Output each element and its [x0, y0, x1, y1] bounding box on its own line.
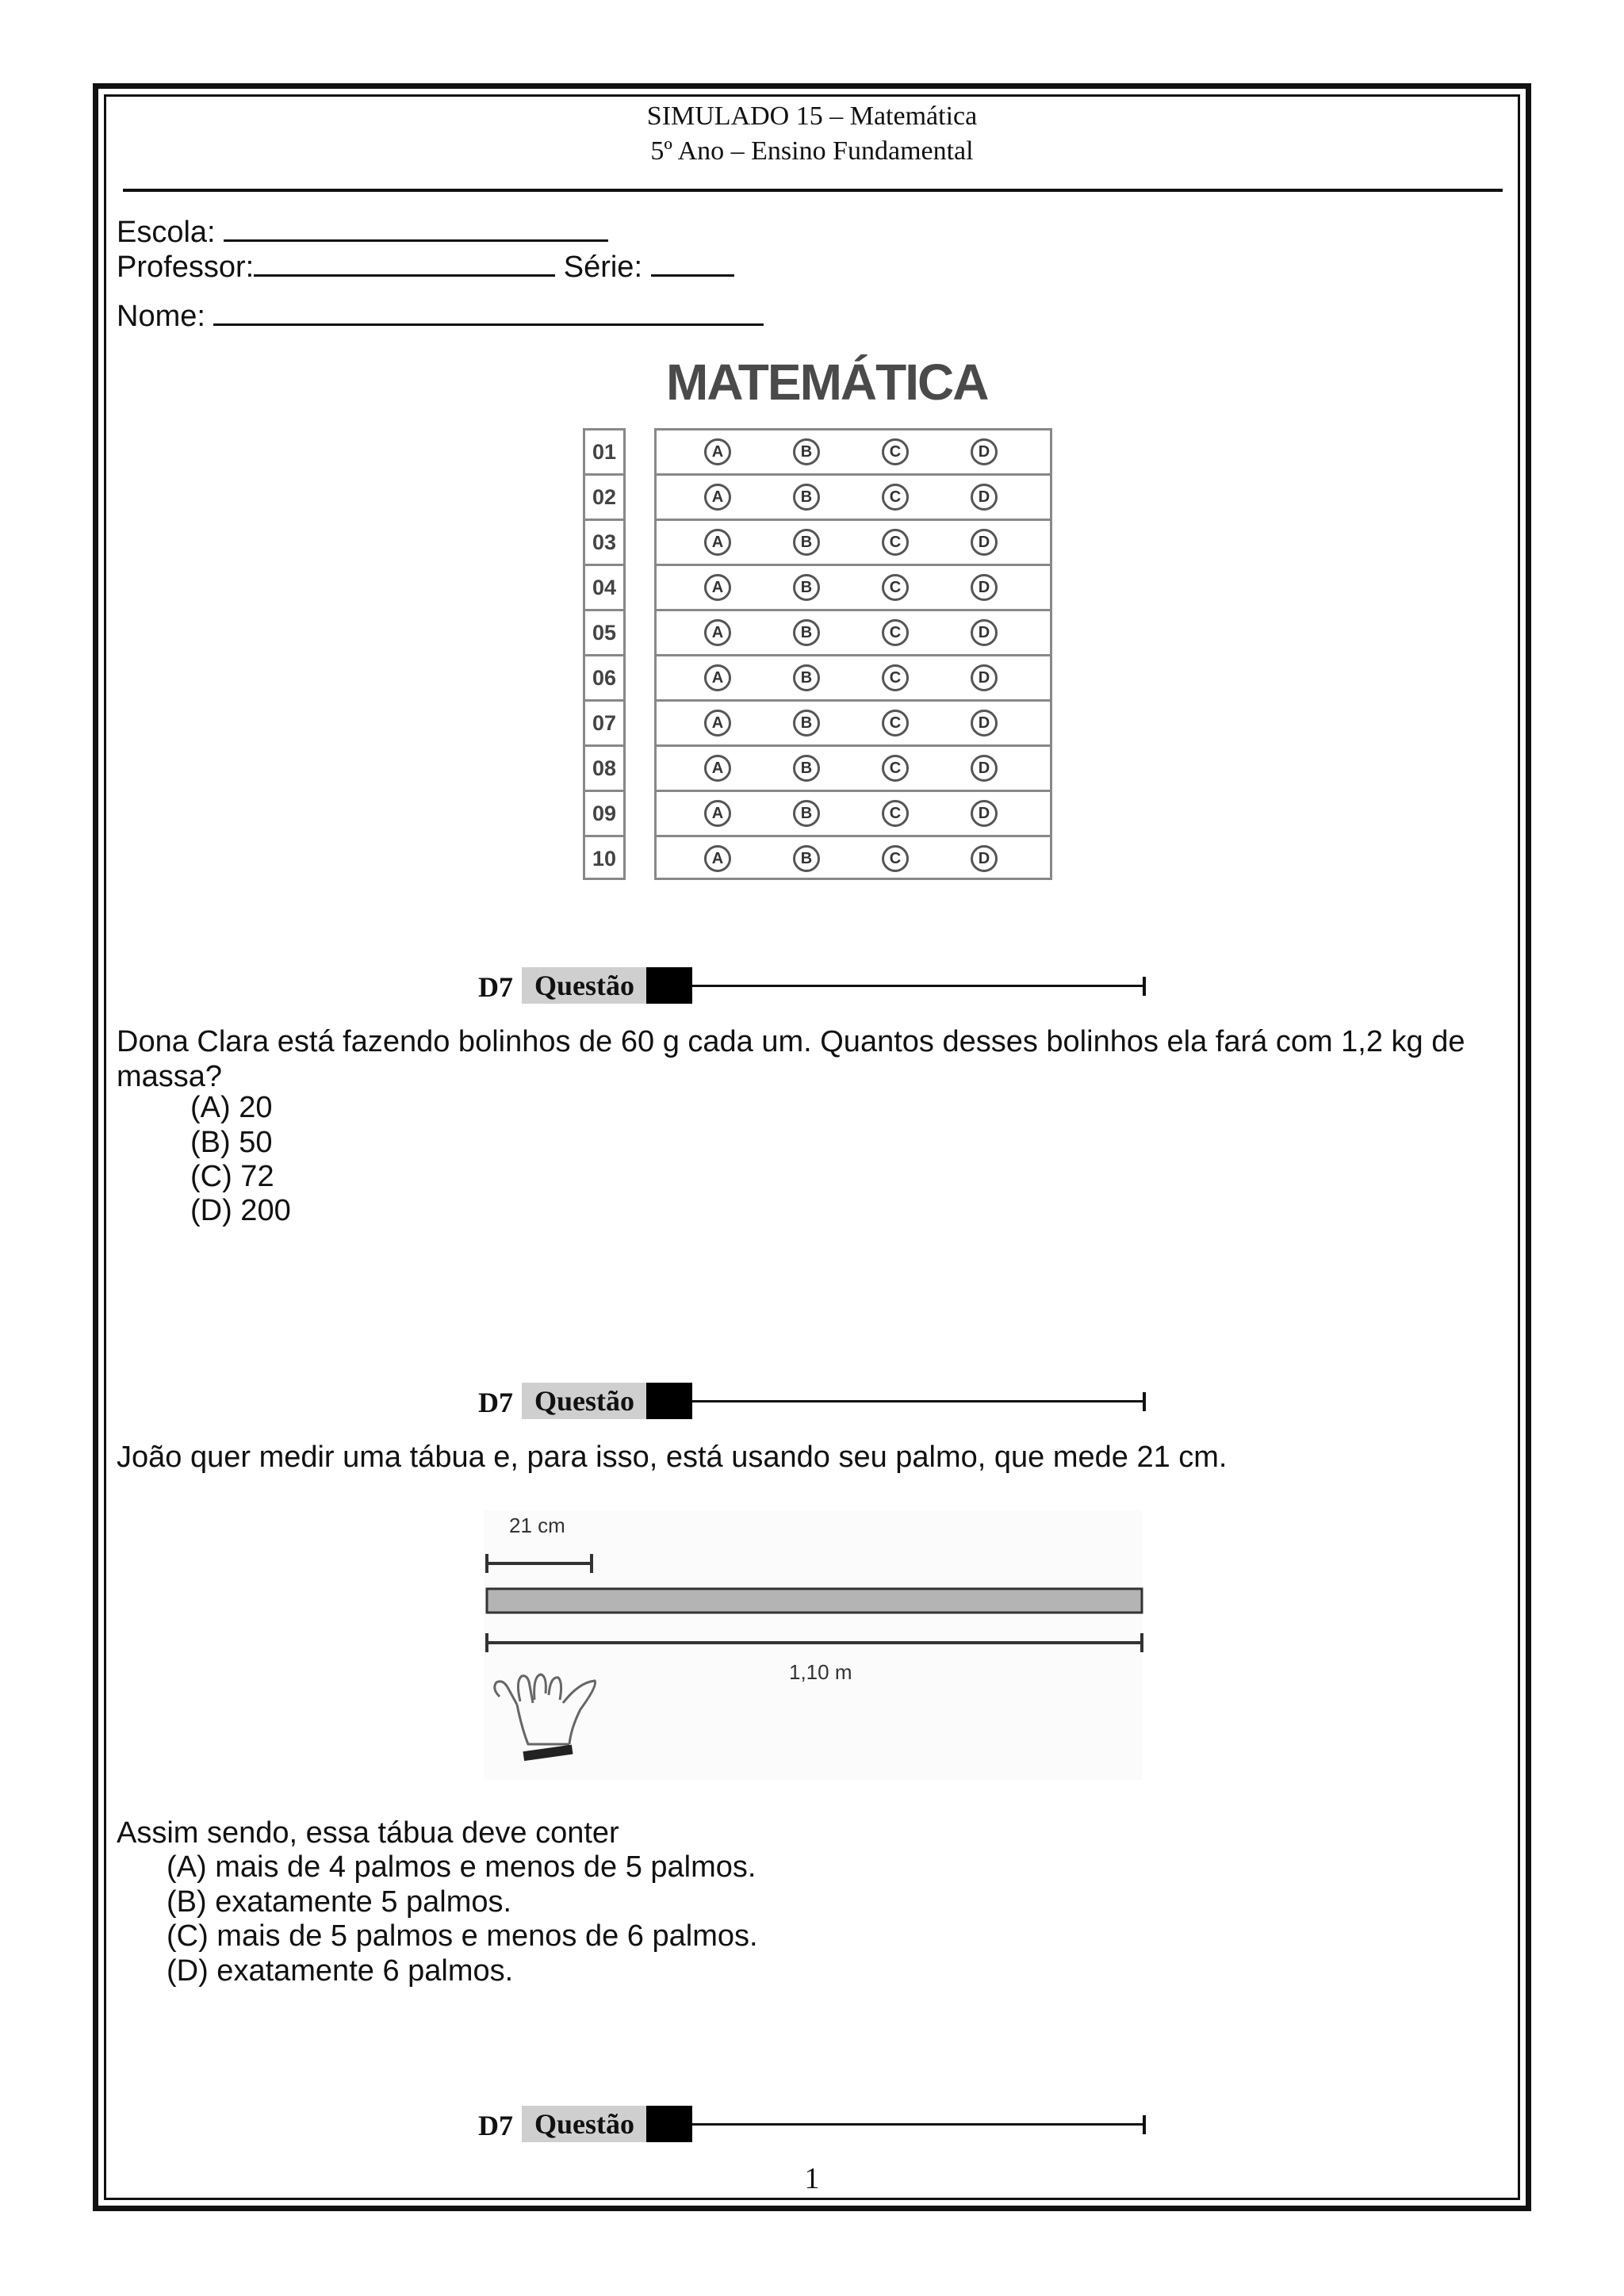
answer-bubble-a[interactable]: A: [704, 845, 731, 872]
answer-bubble-a[interactable]: A: [704, 710, 731, 737]
answer-bubble-a[interactable]: A: [704, 664, 731, 691]
answer-bubble-b[interactable]: B: [793, 484, 820, 511]
question-1-option-b[interactable]: (B) 50: [190, 1126, 273, 1159]
question-rule: [692, 985, 1144, 987]
answer-row-number: 04: [583, 564, 626, 609]
answer-bubble-a[interactable]: A: [704, 484, 731, 511]
answer-row: [583, 744, 1052, 790]
answer-bubble-d[interactable]: D: [971, 438, 998, 465]
teacher-field[interactable]: [117, 247, 734, 285]
answer-bubble-b[interactable]: B: [793, 529, 820, 556]
answer-row-number: 08: [583, 744, 626, 790]
answer-bubble-c[interactable]: C: [882, 710, 909, 737]
answer-bubble-b[interactable]: B: [793, 438, 820, 465]
grade-line[interactable]: [651, 247, 734, 277]
question-2-text: João quer medir uma tábua e, para isso, está usando seu palmo, que mede 21 cm.: [117, 1441, 1228, 1474]
answer-bubble-c[interactable]: C: [882, 438, 909, 465]
answer-row-number: 10: [583, 835, 626, 880]
answer-row-options: [654, 744, 1052, 790]
answer-row-number: 03: [583, 519, 626, 564]
question-2-option-a[interactable]: (A) mais de 4 palmos e menos de 5 palmos.: [167, 1850, 756, 1884]
answer-row-options: [654, 428, 1052, 473]
school-label: Escola:: [117, 216, 216, 249]
question-rule: [692, 2123, 1144, 2126]
figure-background: [484, 1510, 1142, 1780]
answer-bubble-d[interactable]: D: [971, 755, 998, 782]
question-2-option-b[interactable]: (B) exatamente 5 palmos.: [167, 1885, 512, 1919]
question-number-box: [646, 1383, 692, 1419]
question-2-option-c[interactable]: (C) mais de 5 palmos e menos de 6 palmos.: [167, 1919, 758, 1953]
answer-bubble-c[interactable]: C: [882, 529, 909, 556]
answer-bubble-c[interactable]: C: [882, 755, 909, 782]
answer-bubble-d[interactable]: D: [971, 484, 998, 511]
answer-sheet-grid: [583, 428, 1052, 880]
answer-bubble-c[interactable]: C: [882, 845, 909, 872]
answer-bubble-a[interactable]: A: [704, 438, 731, 465]
question-label: Questão: [522, 2106, 647, 2142]
answer-bubble-b[interactable]: B: [793, 755, 820, 782]
answer-row: [583, 609, 1052, 654]
answer-row-options: [654, 609, 1052, 654]
exam-title: SIMULADO 15 – Matemática: [646, 101, 978, 131]
question-1-option-a[interactable]: (A) 20: [190, 1091, 273, 1124]
answer-bubble-c[interactable]: C: [882, 574, 909, 601]
answer-row-number: 09: [583, 790, 626, 835]
answer-row-options: [654, 473, 1052, 519]
answer-bubble-c[interactable]: C: [882, 619, 909, 646]
teacher-line[interactable]: [254, 247, 555, 277]
question-rule-end: [1143, 977, 1146, 996]
descriptor-label: D7: [478, 1387, 513, 1418]
question-number-box: [646, 967, 692, 1004]
answer-row-options: [654, 699, 1052, 744]
answer-row: [583, 699, 1052, 744]
answer-bubble-a[interactable]: A: [704, 800, 731, 827]
answer-bubble-d[interactable]: D: [971, 710, 998, 737]
descriptor-label: D7: [478, 2110, 513, 2141]
palm-length-label: 21 cm: [509, 1513, 565, 1537]
exam-subtitle: 5º Ano – Ensino Fundamental: [650, 136, 974, 166]
answer-row-number: 02: [583, 473, 626, 519]
answer-bubble-c[interactable]: C: [882, 800, 909, 827]
answer-row-options: [654, 654, 1052, 699]
question-rule-end: [1143, 1392, 1146, 1411]
header-divider: [123, 189, 1503, 192]
board-measure-figure: [476, 1506, 1150, 1784]
answer-row: [583, 519, 1052, 564]
answer-bubble-b[interactable]: B: [793, 574, 820, 601]
question-label: Questão: [522, 1383, 647, 1419]
school-line[interactable]: [224, 212, 608, 242]
answer-row-options: [654, 790, 1052, 835]
answer-bubble-b[interactable]: B: [793, 800, 820, 827]
answer-bubble-a[interactable]: A: [704, 619, 731, 646]
grade-label: Série:: [563, 251, 643, 284]
question-2-option-d[interactable]: (D) exatamente 6 palmos.: [167, 1954, 514, 1988]
answer-row: [583, 835, 1052, 880]
question-label: Questão: [522, 967, 647, 1004]
answer-bubble-d[interactable]: D: [971, 664, 998, 691]
answer-bubble-b[interactable]: B: [793, 619, 820, 646]
question-rule-end: [1143, 2115, 1146, 2134]
answer-row-number: 06: [583, 654, 626, 699]
answer-row-number: 01: [583, 428, 626, 473]
question-1-option-d[interactable]: (D) 200: [190, 1194, 291, 1227]
question-1-option-c[interactable]: (C) 72: [190, 1160, 274, 1193]
answer-row: [583, 473, 1052, 519]
answer-bubble-d[interactable]: D: [971, 845, 998, 872]
answer-row: [583, 654, 1052, 699]
answer-bubble-a[interactable]: A: [704, 574, 731, 601]
answer-row-number: 05: [583, 609, 626, 654]
answer-row: [583, 428, 1052, 473]
question-1-text: Dona Clara está fazendo bolinhos de 60 g cada um. Quantos desses bolinhos ela fará com 1,2 kg de massa?: [117, 1025, 1465, 1093]
answer-row-options: [654, 519, 1052, 564]
question-rule: [692, 1400, 1144, 1402]
school-field[interactable]: [117, 212, 608, 250]
name-label: Nome:: [117, 300, 205, 333]
board-length-label: 1,10 m: [789, 1660, 852, 1684]
answer-bubble-d[interactable]: D: [971, 800, 998, 827]
answer-row-number: 07: [583, 699, 626, 744]
answer-bubble-b[interactable]: B: [793, 664, 820, 691]
answer-bubble-c[interactable]: C: [882, 664, 909, 691]
teacher-label: Professor:: [117, 251, 255, 284]
question-2-follow-text: Assim sendo, essa tábua deve conter: [117, 1816, 619, 1850]
answer-bubble-d[interactable]: D: [971, 619, 998, 646]
board-measure-svg: [476, 1506, 1150, 1784]
answer-row-options: [654, 835, 1052, 880]
answer-bubble-c[interactable]: C: [882, 484, 909, 511]
answer-bubble-b[interactable]: B: [793, 710, 820, 737]
answer-row: [583, 564, 1052, 609]
descriptor-label: D7: [478, 971, 513, 1003]
name-field[interactable]: [117, 297, 764, 334]
name-line[interactable]: [213, 297, 764, 326]
answer-bubble-d[interactable]: D: [971, 574, 998, 601]
answer-bubble-a[interactable]: A: [704, 755, 731, 782]
answer-bubble-d[interactable]: D: [971, 529, 998, 556]
answer-row-options: [654, 564, 1052, 609]
wooden-board: [487, 1589, 1142, 1613]
answer-bubble-a[interactable]: A: [704, 529, 731, 556]
answer-bubble-b[interactable]: B: [793, 845, 820, 872]
answer-row: [583, 790, 1052, 835]
question-number-box: [646, 2106, 692, 2142]
answer-sheet-title: MATEMÁTICA: [666, 354, 988, 411]
page-number: 1: [804, 2162, 820, 2195]
